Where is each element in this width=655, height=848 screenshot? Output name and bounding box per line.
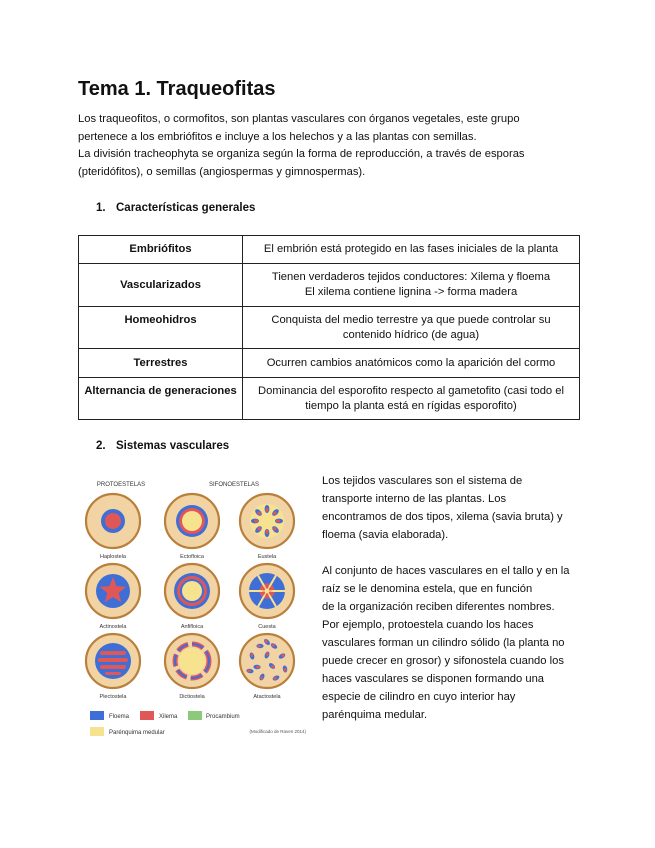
table-value-line: tiempo la planta está en rígidas esporofito) [305, 399, 517, 412]
side-line: raíz se le denomina estela, que en función [322, 583, 533, 595]
vascular-bundle [265, 505, 270, 513]
eustele-diagram [240, 494, 294, 548]
section-heading-caracteristicas [96, 202, 255, 214]
table-value-cell [243, 349, 580, 378]
side-line: de la organización reciben diferentes nombres. [322, 601, 555, 613]
stele-types-diagram [82, 474, 312, 744]
vascular-bundle [265, 529, 270, 537]
section-label: Características generales [116, 202, 256, 214]
side-line: Los tejidos vasculares son el sistema de [322, 475, 523, 487]
side-line: vasculares forman un cilindro sólido (la planta no [322, 637, 565, 649]
diagram-label: Dictiostela [179, 694, 205, 700]
table-value-cell [243, 236, 580, 264]
haplostele-diagram [86, 494, 140, 548]
siphonostele-header: SIFONOESTELAS [208, 482, 260, 488]
dictyostele-diagram [165, 634, 219, 688]
vascular-bundle [275, 519, 283, 524]
diagram-label: Actinostela [99, 624, 127, 630]
diagram-credit: (Modificado de Raven 2014) [249, 729, 306, 734]
table-value-line: contenido hídrico (de agua) [342, 328, 480, 341]
side-line: Por ejemplo, protoestela cuando los haces [322, 619, 534, 631]
vascular-systems-text [322, 472, 584, 724]
plectostele-diagram [86, 634, 140, 688]
side-line: encontramos de dos tipos, xilema (savia bruta) y [322, 511, 563, 523]
table-key-cell: Embriófitos [79, 236, 243, 264]
floema-swatch [90, 711, 104, 720]
section-number: 2. [96, 440, 106, 452]
intro-line: pertenece a los embriófitos e incluye a los helechos y a las plantas con semillas. [78, 130, 477, 143]
diagram-label: Cuesta [258, 624, 276, 630]
side-line: transporte interno de las plantas. Los [322, 493, 507, 505]
table-key-cell: Homeohidros [79, 307, 243, 349]
diagram-label: Ectofloica [180, 554, 204, 560]
diagram-label: Plectostela [99, 694, 127, 700]
page-title: Tema 1. Traqueofitas [78, 78, 276, 100]
legend-floema: Floema [109, 714, 130, 720]
intro-line: (pteridófitos), o semillas (angiospermas y gimnospermas). [78, 165, 366, 178]
parenquima-swatch [90, 727, 104, 736]
diagram-label: Haplostela [100, 554, 126, 560]
table-value-line: Tienen verdaderos tejidos conductores: Xilema y floema [271, 271, 551, 283]
section-number: 1. [96, 202, 106, 214]
table-row [79, 378, 580, 420]
side-line: especie de cilindro en cuyo interior hay [322, 691, 516, 703]
procambium-swatch [188, 711, 202, 720]
intro-line: La división tracheophyta se organiza según la forma de reproducción, a través de esporas [78, 148, 525, 161]
section-heading-sistemas [96, 440, 229, 452]
table-value-line: Conquista del medio terrestre ya que puede controlar su [271, 313, 551, 326]
actinostele-diagram [86, 564, 140, 618]
diagram-label: Anfifloica [180, 624, 204, 630]
intro-paragraph [78, 111, 583, 181]
diagram-label: Atactostela [253, 694, 281, 700]
xilema-swatch [140, 711, 154, 720]
side-line: haces vasculares se disponen formando una [322, 673, 545, 685]
protostele-header: PROTOESTELAS [96, 482, 146, 488]
table-key-cell: Alternancia de generaciones [79, 378, 243, 420]
legend-parenquima: Parénquima medular [109, 730, 165, 736]
table-row [79, 236, 580, 264]
intro-line: Los traqueofitos, o cormofitos, son plantas vasculares con órganos vegetales, este grupo [78, 113, 520, 125]
section-label: Sistemas vasculares [116, 440, 230, 452]
side-line: floema (savia elaborada). [322, 529, 449, 541]
diagram-legend [90, 711, 306, 736]
side-line: parénquima medular. [322, 709, 428, 721]
ectophloic-diagram [165, 494, 219, 548]
legend-xilema: Xilema [159, 714, 178, 720]
table-row [79, 307, 580, 349]
amphiphloic-diagram [165, 564, 219, 618]
side-line: puede crecer en grosor) y sifonostela cuando los [322, 655, 564, 667]
diagram-label: Eustela [257, 554, 277, 560]
table-value-cell [243, 307, 580, 349]
vascular-bundle [251, 519, 259, 524]
table-key-cell: Terrestres [79, 349, 243, 378]
pith [265, 589, 270, 594]
table-value-line: Ocurren cambios anatómicos como la aparición del cormo [266, 356, 556, 369]
cuesta-diagram [240, 564, 294, 618]
table-row [79, 264, 580, 307]
table-key-cell: Vascularizados [79, 264, 243, 307]
table-value-line: El xilema contiene lignina -> forma madera [304, 286, 518, 298]
atactostele-diagram [240, 634, 294, 688]
table-value-cell [243, 264, 580, 307]
vascular-bundle [256, 644, 263, 648]
table-row [79, 349, 580, 378]
table-value-line: Dominancia del esporofito respecto al gametofito (casi todo el [258, 384, 564, 397]
table-value-cell [243, 378, 580, 420]
legend-procambium: Procambium [206, 714, 240, 720]
side-line: Al conjunto de haces vasculares en el tallo y en la [322, 565, 570, 577]
characteristics-table [78, 235, 580, 420]
table-value-line: El embrión está protegido en las fases iniciales de la planta [263, 243, 559, 255]
